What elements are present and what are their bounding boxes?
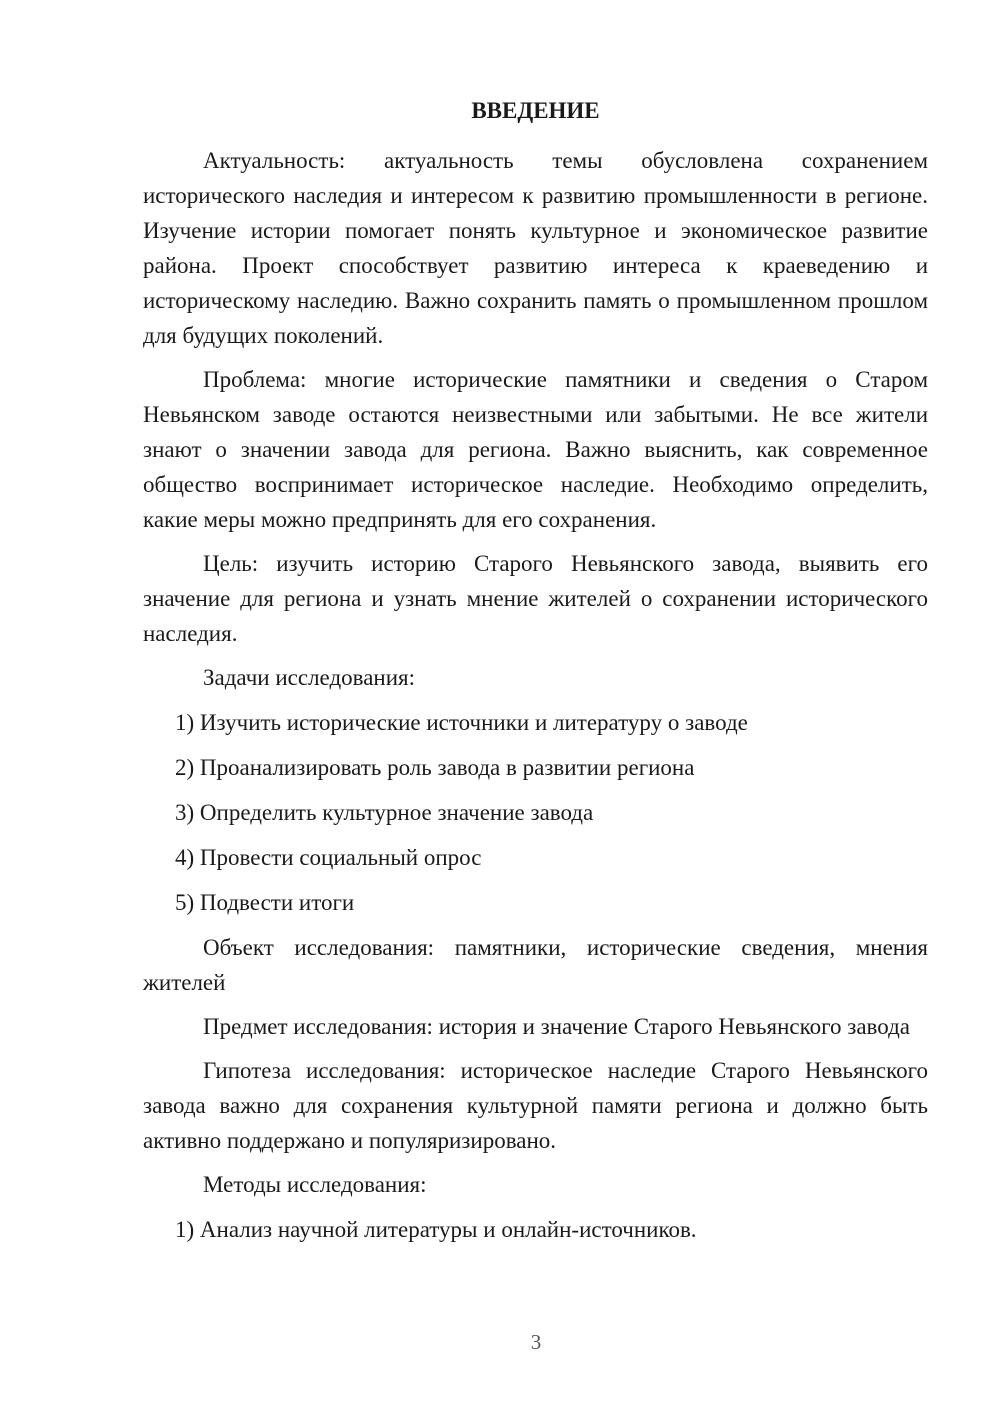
list-item: 4) Провести социальный опрос (175, 845, 482, 870)
section-heading: ВВЕДЕНИЕ (471, 98, 600, 123)
page-number: 3 (530, 1330, 542, 1354)
tasks-label: Задачи исследования: (203, 665, 416, 690)
list-item: 1) Анализ научной литературы и онлайн-источников. (175, 1217, 697, 1242)
object-paragraph: Объект исследования: памятники, исторические сведения, мнения жителей (143, 935, 928, 995)
hypothesis-paragraph: Гипотеза исследования: историческое наследие Старого Невьянского завода важно для сохранения культурной памяти региона и должно быть активно поддержано и популяризировано. (143, 1058, 928, 1153)
tasks-list (143, 705, 928, 920)
methods-label: Методы исследования: (203, 1172, 427, 1197)
methods-list (143, 1212, 928, 1247)
subject-paragraph: Предмет исследования: история и значение Старого Невьянского завода (203, 1014, 911, 1039)
relevance-paragraph: Актуальность: актуальность темы обусловлена сохранением исторического наследия и интересом к развитию промышленности в регионе. Изучение истории помогает понять культурное и экономическое развитие района. Проект способствует развитию интереса к краеведению и историческому наследию. Важно сохранить память о промышленном прошлом для будущих поколений. (143, 148, 928, 348)
list-item: 1) Изучить исторические источники и литературу о заводе (175, 710, 748, 735)
problem-paragraph: Проблема: многие исторические памятники и сведения о Старом Невьянском заводе остаются неизвестными или забытыми. Не все жители знают о значении завода для региона. Важно выяснить, как современное общество воспринимает историческое наследие. Необходимо определить, какие меры можно предпринять для его сохранения. (143, 367, 928, 532)
document-page (143, 93, 928, 1257)
list-item: 2) Проанализировать роль завода в развитии региона (175, 755, 695, 780)
list-item: 3) Определить культурное значение завода (175, 800, 594, 825)
goal-paragraph: Цель: изучить историю Старого Невьянского завода, выявить его значение для региона и узнать мнение жителей о сохранении исторического наследия. (143, 551, 928, 646)
list-item: 5) Подвести итоги (175, 890, 355, 915)
